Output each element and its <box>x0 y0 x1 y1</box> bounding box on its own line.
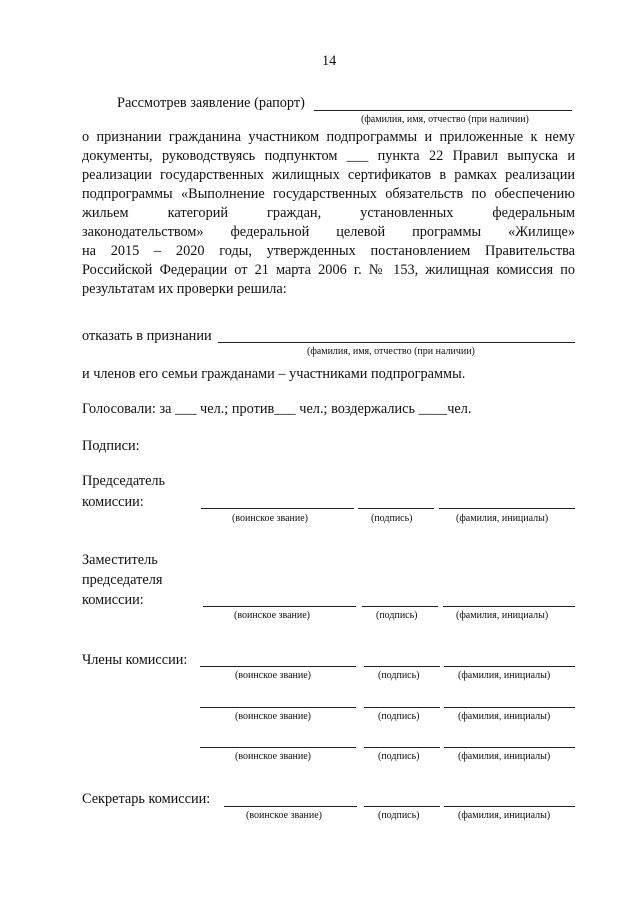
member-3-rank-line <box>200 747 356 748</box>
secretary-rank-line <box>224 806 357 807</box>
paragraph-last-line: результатам их проверки решила: <box>82 281 287 297</box>
chair-name-caption: (фамилия, инициалы) <box>456 513 549 524</box>
secretary-name-line <box>444 806 575 807</box>
member-2-name-line <box>444 707 575 708</box>
paragraph-line: жильем категорий граждан, установленных федеральным <box>82 205 575 221</box>
member-3-name-line <box>444 747 575 748</box>
chair-rank-line <box>201 508 354 509</box>
paragraph-line: реализации государственных жилищных сертификатов в рамках реализации <box>82 167 575 183</box>
applicant-name-line <box>314 110 572 111</box>
member-3-rank-caption: (воинское звание) <box>235 751 311 762</box>
chair-name-line <box>439 508 575 509</box>
deputy-rank-caption: (воинское звание) <box>234 610 310 621</box>
member-3-name-caption: (фамилия, инициалы) <box>458 751 551 762</box>
member-2-signature-caption: (подпись) <box>378 711 420 722</box>
applicant-name-caption: (фамилия, имя, отчество (при наличии) <box>361 114 529 125</box>
chair-label-2: комиссии: <box>82 494 144 510</box>
member-1-signature-line <box>364 666 440 667</box>
member-2-name-caption: (фамилия, инициалы) <box>458 711 551 722</box>
decision-tail: и членов его семьи гражданами – участниками подпрограммы. <box>82 366 466 382</box>
deputy-name-caption: (фамилия, инициалы) <box>456 610 549 621</box>
member-1-signature-caption: (подпись) <box>378 670 420 681</box>
member-1-rank-caption: (воинское звание) <box>235 670 311 681</box>
page-number: 14 <box>322 53 337 69</box>
deputy-signature-caption: (подпись) <box>376 610 418 621</box>
member-2-rank-line <box>200 707 356 708</box>
member-3-signature-caption: (подпись) <box>378 751 420 762</box>
deputy-signature-line <box>362 606 438 607</box>
chair-signature-line <box>358 508 434 509</box>
decision-paragraph <box>82 128 575 280</box>
chair-label-1: Председатель <box>82 473 166 489</box>
paragraph-line: законодательством» федеральной целевой программы «Жилище» <box>82 224 575 240</box>
paragraph-line: о признании гражданина участником подпрограммы и приложенные к нему <box>82 129 575 145</box>
member-1-name-line <box>444 666 575 667</box>
deputy-label-1: Заместитель <box>82 552 158 568</box>
secretary-signature-line <box>364 806 440 807</box>
paragraph-line: документы, руководствуясь подпунктом ___ пункта 22 Правил выпуска и <box>82 148 575 164</box>
member-1-rank-line <box>200 666 356 667</box>
refused-name-caption: (фамилия, имя, отчество (при наличии) <box>307 346 475 357</box>
paragraph-line: подпрограммы «Выполнение государственных обязательств по обеспечению <box>82 186 575 202</box>
deputy-label-3: комиссии: <box>82 592 144 608</box>
deputy-rank-line <box>203 606 356 607</box>
secretary-rank-caption: (воинское звание) <box>246 810 322 821</box>
vote-line: Голосовали: за ___ чел.; против___ чел.; воздержались ____чел. <box>82 401 472 417</box>
intro-lead: Рассмотрев заявление (рапорт) <box>117 95 305 111</box>
paragraph-line: Российской Федерации от 21 марта 2006 г. № 153, жилищная комиссия по <box>82 262 575 278</box>
deputy-label-2: председателя <box>82 572 163 588</box>
secretary-signature-caption: (подпись) <box>378 810 420 821</box>
refused-name-line <box>218 342 575 343</box>
deputy-name-line <box>443 606 575 607</box>
secretary-label: Секретарь комиссии: <box>82 791 211 807</box>
paragraph-line: на 2015 – 2020 годы, утвержденных постановлением Правительства <box>82 243 575 259</box>
members-label: Члены комиссии: <box>82 652 188 668</box>
chair-rank-caption: (воинское звание) <box>232 513 308 524</box>
member-3-signature-line <box>364 747 440 748</box>
member-2-signature-line <box>364 707 440 708</box>
secretary-name-caption: (фамилия, инициалы) <box>458 810 551 821</box>
decision-lead: отказать в признании <box>82 328 212 344</box>
member-1-name-caption: (фамилия, инициалы) <box>458 670 551 681</box>
signatures-label: Подписи: <box>82 438 140 454</box>
member-2-rank-caption: (воинское звание) <box>235 711 311 722</box>
chair-signature-caption: (подпись) <box>371 513 413 524</box>
